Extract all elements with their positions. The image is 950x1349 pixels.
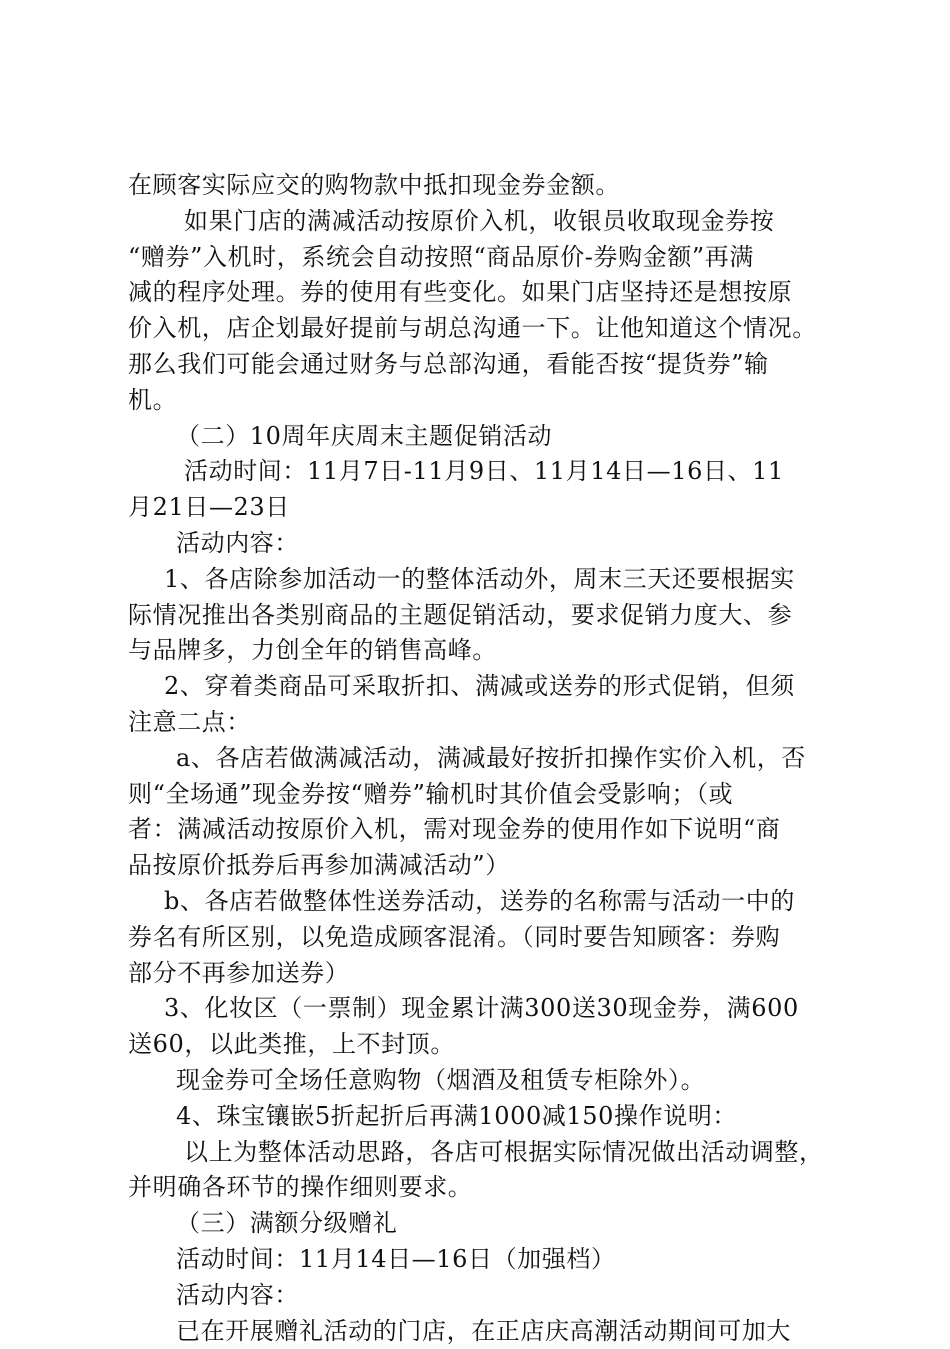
text-line: 如果门店的满减活动按原价入机，收银员收取现金券按 (128, 204, 848, 240)
section-heading: （二）10周年庆周末主题促销活动 (128, 419, 848, 455)
text-line: 际情况推出各类别商品的主题促销活动，要求促销力度大、参 (128, 598, 848, 634)
text-line: 已在开展赠礼活动的门店，在正店庆高潮活动期间可加大 (128, 1314, 848, 1349)
text-line: 减的程序处理。券的使用有些变化。如果门店坚持还是想按原 (128, 275, 848, 311)
text-line: 4、珠宝镶嵌5折起折后再满1000减150操作说明： (128, 1099, 848, 1135)
text-line: 则“全场通”现金券按“赠券”输机时其价值会受影响；（或 (128, 777, 848, 813)
text-line: 券名有所区别，以免造成顾客混淆。（同时要告知顾客：券购 (128, 920, 848, 956)
text-line: 以上为整体活动思路，各店可根据实际情况做出活动调整， (128, 1135, 848, 1171)
text-line: 那么我们可能会通过财务与总部沟通，看能否按“提货券”输 (128, 347, 848, 383)
text-line: 在顾客实际应交的购物款中抵扣现金券金额。 (128, 168, 848, 204)
text-line: 部分不再参加送券） (128, 956, 848, 992)
text-line: 并明确各环节的操作细则要求。 (128, 1170, 848, 1206)
text-line: 3、化妆区（一票制）现金累计满300送30现金券，满600 (128, 991, 848, 1027)
text-line: 品按原价抵券后再参加满减活动”） (128, 848, 848, 884)
text-line: 活动内容： (128, 1278, 848, 1314)
text-line: 送60，以此类推，上不封顶。 (128, 1027, 848, 1063)
text-line: 注意二点： (128, 705, 848, 741)
text-line: 1、各店除参加活动一的整体活动外，周末三天还要根据实 (128, 562, 848, 598)
text-line: 者：满减活动按原价入机，需对现金券的使用作如下说明“商 (128, 812, 848, 848)
text-line: b、各店若做整体性送券活动，送券的名称需与活动一中的 (128, 884, 848, 920)
text-line: 与品牌多，力创全年的销售高峰。 (128, 633, 848, 669)
text-line: 活动内容： (128, 526, 848, 562)
text-line: “赠券”入机时，系统会自动按照“商品原价-券购金额”再满 (128, 240, 848, 276)
text-line: a、各店若做满减活动，满减最好按折扣操作实价入机，否 (128, 741, 848, 777)
text-line: 现金券可全场任意购物（烟酒及租赁专柜除外）。 (128, 1063, 848, 1099)
text-line: 月21日—23日 (128, 490, 848, 526)
text-line: 活动时间：11月14日—16日（加强档） (128, 1242, 848, 1278)
document-body (128, 168, 848, 1349)
section-heading: （三）满额分级赠礼 (128, 1206, 848, 1242)
text-line: 价入机，店企划最好提前与胡总沟通一下。让他知道这个情况。 (128, 311, 848, 347)
text-line: 活动时间：11月7日-11月9日、11月14日—16日、11 (128, 454, 848, 490)
text-line: 2、穿着类商品可采取折扣、满减或送券的形式促销，但须 (128, 669, 848, 705)
text-line: 机。 (128, 383, 848, 419)
